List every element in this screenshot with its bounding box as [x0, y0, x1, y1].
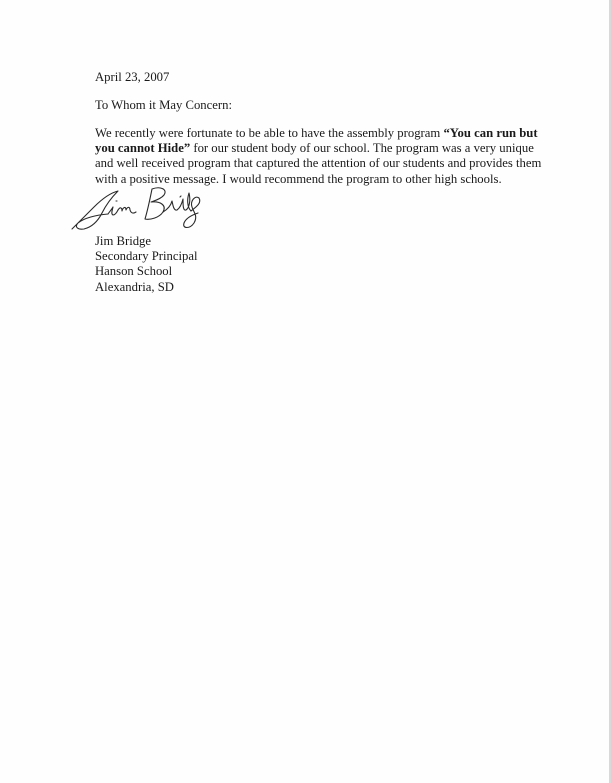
body-line-4: with a positive message. I would recommend the program to other high schools.: [95, 171, 502, 186]
letter-date: April 23, 2007: [95, 70, 170, 84]
letter-salutation: To Whom it May Concern:: [95, 98, 233, 112]
sender-location: Alexandria, SD: [95, 279, 174, 294]
body-line-2-text: for our student body of our school. The program was a very unique: [190, 141, 534, 156]
body-line-3: and well received program that captured the attention of our students and provides them: [95, 156, 542, 171]
body-line-1-text: We recently were fortunate to be able to have the assembly program: [95, 126, 444, 140]
body-line-1: [95, 126, 538, 141]
program-title-part-1: “You can run but: [443, 126, 538, 140]
program-title-part-2: you cannot Hide”: [95, 141, 191, 156]
sender-block: [95, 234, 198, 295]
sender-name: Jim Bridge: [95, 234, 152, 248]
sender-title: Secondary Principal: [95, 249, 198, 264]
handwritten-signature: [68, 183, 203, 235]
letter-body: [95, 126, 542, 187]
body-line-2: [95, 141, 534, 156]
sender-organization: Hanson School: [95, 264, 173, 279]
